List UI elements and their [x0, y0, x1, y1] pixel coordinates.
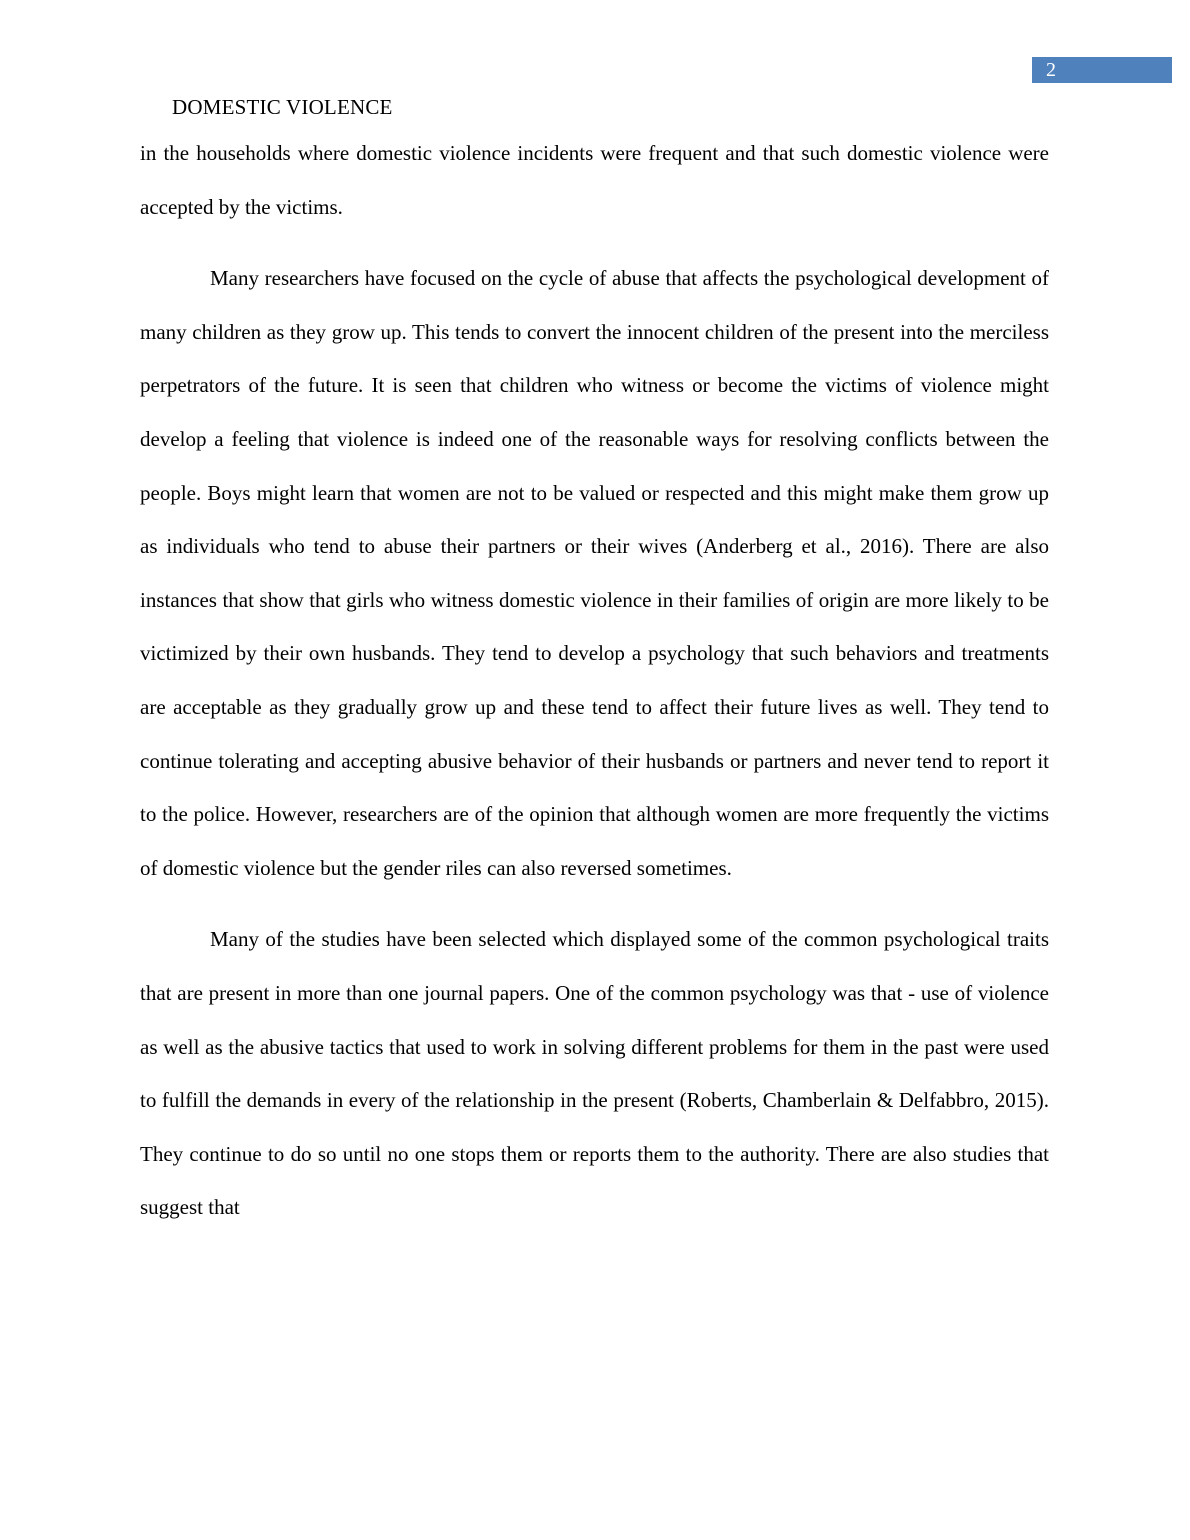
paragraph-continued: in the households where domestic violence incidents were frequent and that such domestic violence were accepted by the victims. [140, 141, 1049, 219]
page-number: 2 [1032, 57, 1172, 83]
document-body [140, 127, 1049, 1235]
paragraph-studies: Many of the studies have been selected which displayed some of the common psychological traits that are present in more than one journal papers. One of the common psychology was that - use of violence as well as the abusive tactics that used to work in solving different problems for them in the past were used to fulfill the demands in every of the relationship in the present (Roberts, Chamberlain & Delfabbro, 2015). They continue to do so until no one stops them or reports them to the authority. There are also studies that suggest that [140, 927, 1049, 1220]
running-head: DOMESTIC VIOLENCE [172, 95, 393, 119]
paragraph-cycle-of-abuse: Many researchers have focused on the cycle of abuse that affects the psychological development of many children as they grow up. This tends to convert the innocent children of the present into the merciless perpetrators of the future. It is seen that children who witness or become the victims of violence might develop a feeling that violence is indeed one of the reasonable ways for resolving conflicts between the people. Boys might learn that women are not to be valued or respected and this might make them grow up as individuals who tend to abuse their partners or their wives (Anderberg et al., 2016). There are also instances that show that girls who witness domestic violence in their families of origin are more likely to be victimized by their own husbands. They tend to develop a psychology that such behaviors and treatments are acceptable as they gradually grow up and these tend to affect their future lives as well. They tend to continue tolerating and accepting abusive behavior of their husbands or partners and never tend to report it to the police. However, researchers are of the opinion that although women are more frequently the victims of domestic violence but the gender riles can also reversed sometimes. [140, 266, 1049, 880]
